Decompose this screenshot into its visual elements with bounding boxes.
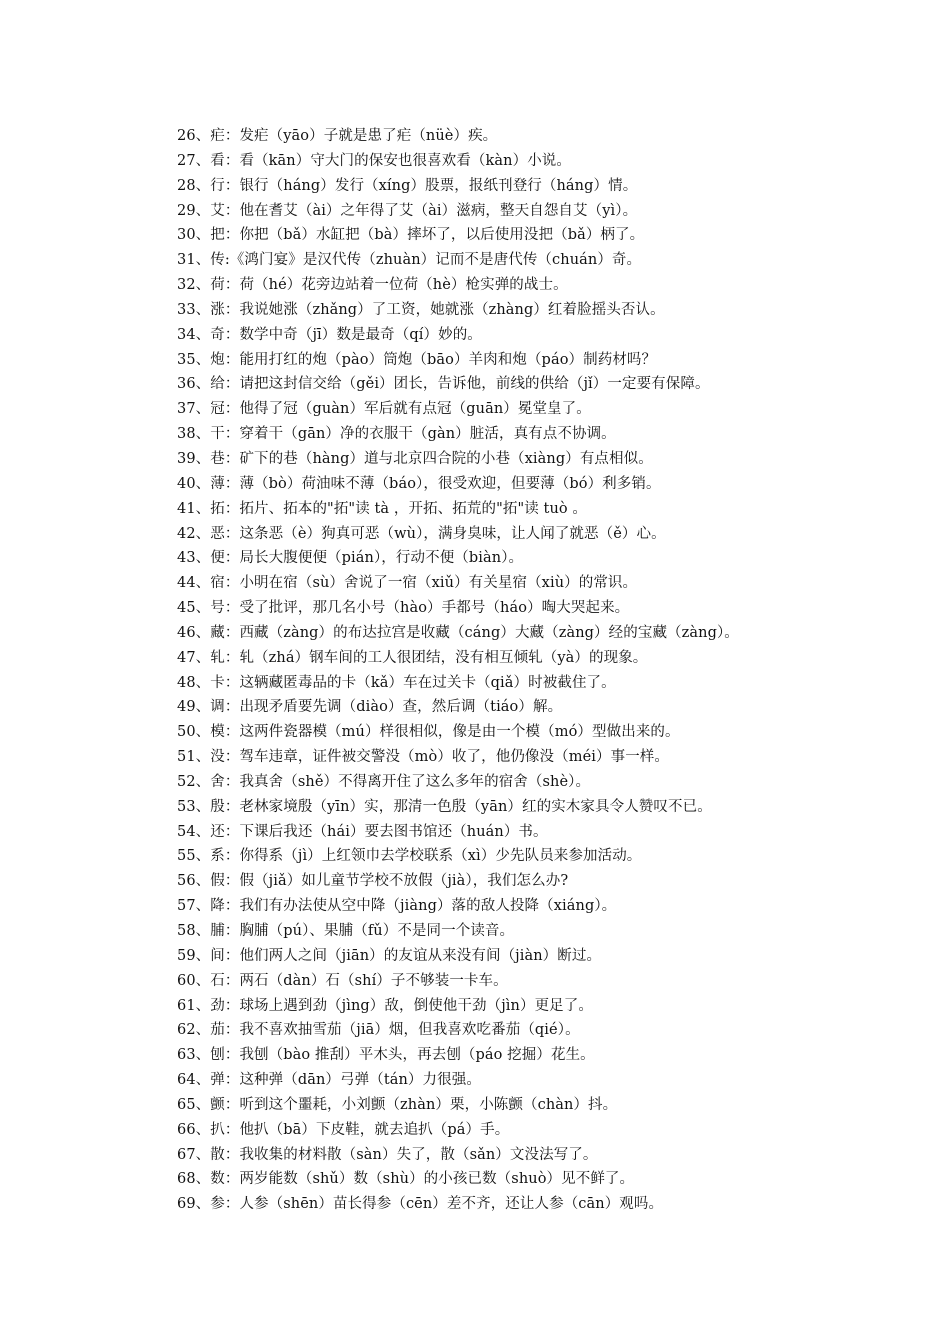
entry-55: 55、系：你得系（jì）上红领巾去学校联系（xì）少先队员来参加活动。 [177,848,642,865]
entry-50: 50、模：这两件瓷器模（mú）样很相似，像是由一个模（mó）型做出来的。 [177,724,680,741]
entry-67: 67、散：我收集的材料散（sàn）失了，散（sǎn）文没法写了。 [177,1146,598,1163]
entry-60: 60、石：两石（dàn）石（shí）子不够装一卡车。 [177,972,508,989]
entry-53: 53、殷：老林家境殷（yīn）实，那清一色殷（yān）红的实木家具令人赞叹不已。 [177,798,712,815]
entry-64: 64、弹：这种弹（dān）弓弹（tán）力很强。 [177,1072,481,1089]
entry-36: 36、给：请把这封信交给（gěi）团长，告诉他，前线的供给（jǐ）一定要有保障。 [177,376,710,393]
entry-34: 34、奇：数学中奇（jī）数是最奇（qí）妙的。 [177,326,482,343]
entry-66: 66、扒：他扒（bā）下皮鞋，就去追扒（pá）手。 [177,1121,510,1138]
entry-44: 44、宿：小明在宿（sù）舍说了一宿（xiǔ）有关星宿（xiù）的常识。 [177,575,638,592]
entry-45: 45、号：受了批评，那几名小号（hào）手都号（háo）啕大哭起来。 [177,600,630,617]
entry-47: 47、轧：轧（zhá）钢车间的工人很团结，没有相互倾轧（yà）的现象。 [177,649,648,666]
entry-54: 54、还：下课后我还（hái）要去图书馆还（huán）书。 [177,823,548,840]
entry-58: 58、脯：胸脯（pú）、果脯（fǔ）不是同一个读音。 [177,923,515,939]
entry-48: 48、卡：这辆藏匿毒品的卡（kǎ）车在过关卡（qiǎ）时被截住了。 [177,674,616,691]
entry-65: 65、颤：听到这个噩耗，小刘颤（zhàn）栗，小陈颤（chàn）抖。 [177,1096,618,1113]
entry-30: 30、把：你把（bǎ）水缸把（bà）摔坏了，以后使用没把（bǎ）柄了。 [177,227,645,244]
entry-61: 61、劲：球场上遇到劲（jìng）敌，倒使他干劲（jìn）更足了。 [177,997,593,1014]
entry-31: 31、传:《鸿门宴》是汉代传（zhuàn）记而不是唐代传（chuán）奇。 [177,252,642,269]
entry-68: 68、数：两岁能数（shǔ）数（shù）的小孩已数（shuò）见不鲜了。 [177,1171,635,1188]
entry-35: 35、炮：能用打红的炮（pào）筒炮（bāo）羊肉和炮（páo）制药材吗？ [177,351,657,368]
entry-59: 59、间：他们两人之间（jiān）的友谊从来没有间（jiàn）断过。 [177,947,602,964]
entry-39: 39、巷：矿下的巷（hàng）道与北京四合院的小巷（xiàng）有点相似。 [177,450,653,467]
entry-40: 40、薄：薄（bò）荷油味不薄（báo），很受欢迎，但要薄（bó）利多销。 [177,475,661,492]
entry-57: 57、降：我们有办法使从空中降（jiàng）落的敌人投降（xiáng）。 [177,898,617,915]
entry-62: 62、茄：我不喜欢抽雪茄（jiā）烟，但我喜欢吃番茄（qié）。 [177,1022,580,1039]
entry-42: 42、恶：这条恶（è）狗真可恶（wù），满身臭味，让人闻了就恶（ě）心。 [177,525,666,542]
entry-27: 27、看：看（kān）守大门的保安也很喜欢看（kàn）小说。 [177,152,571,169]
entry-33: 33、涨：我说她涨（zhǎng）了工资，她就涨（zhàng）红着脸摇头否认。 [177,301,665,318]
entry-52: 52、舍：我真舍（shě）不得离开住了这么多年的宿舍（shè）。 [177,773,591,790]
entry-69: 69、参：人参（shēn）苗长得参（cēn）差不齐，还让人参（cān）观吗。 [177,1196,664,1213]
entry-49: 49、调：出现矛盾要先调（diào）查，然后调（tiáo）解。 [177,699,563,716]
entry-37: 37、冠：他得了冠（guàn）军后就有点冠（guān）冕堂皇了。 [177,401,591,418]
entry-26: 26、疟：发疟（yāo）子就是患了疟（nüè）疾。 [177,128,498,144]
entry-63: 63、刨：我刨（bào 推刮）平木头，再去刨（páo 挖掘）花生。 [177,1047,595,1064]
entry-38: 38、干：穿着干（gān）净的衣服干（gàn）脏活，真有点不协调。 [177,426,616,443]
polyphone-entry-list [177,124,937,1217]
entry-46: 46、藏：西藏（zàng）的布达拉宫是收藏（cáng）大藏（zàng）经的宝藏（zàng）。 [177,624,739,641]
entry-32: 32、荷：荷（hé）花旁边站着一位荷（hè）枪实弹的战士。 [177,277,568,294]
entry-28: 28、行：银行（háng）发行（xíng）股票，报纸刊登行（háng）情。 [177,177,638,194]
entry-43: 43、便：局长大腹便便（pián），行动不便（biàn）。 [177,550,524,567]
entry-56: 56、假：假（jiǎ）如儿童节学校不放假（jià），我们怎么办? [177,873,569,890]
entry-51: 51、没：驾车违章，证件被交警没（mò）收了，他仍像没（méi）事一样。 [177,749,669,766]
entry-41: 41、拓：拓片、拓本的"拓"读 tà ，开拓、拓荒的"拓"读 tuò 。 [177,500,588,517]
entry-29: 29、艾：他在耆艾（ài）之年得了艾（ài）滋病，整天自怨自艾（yì）。 [177,202,638,219]
